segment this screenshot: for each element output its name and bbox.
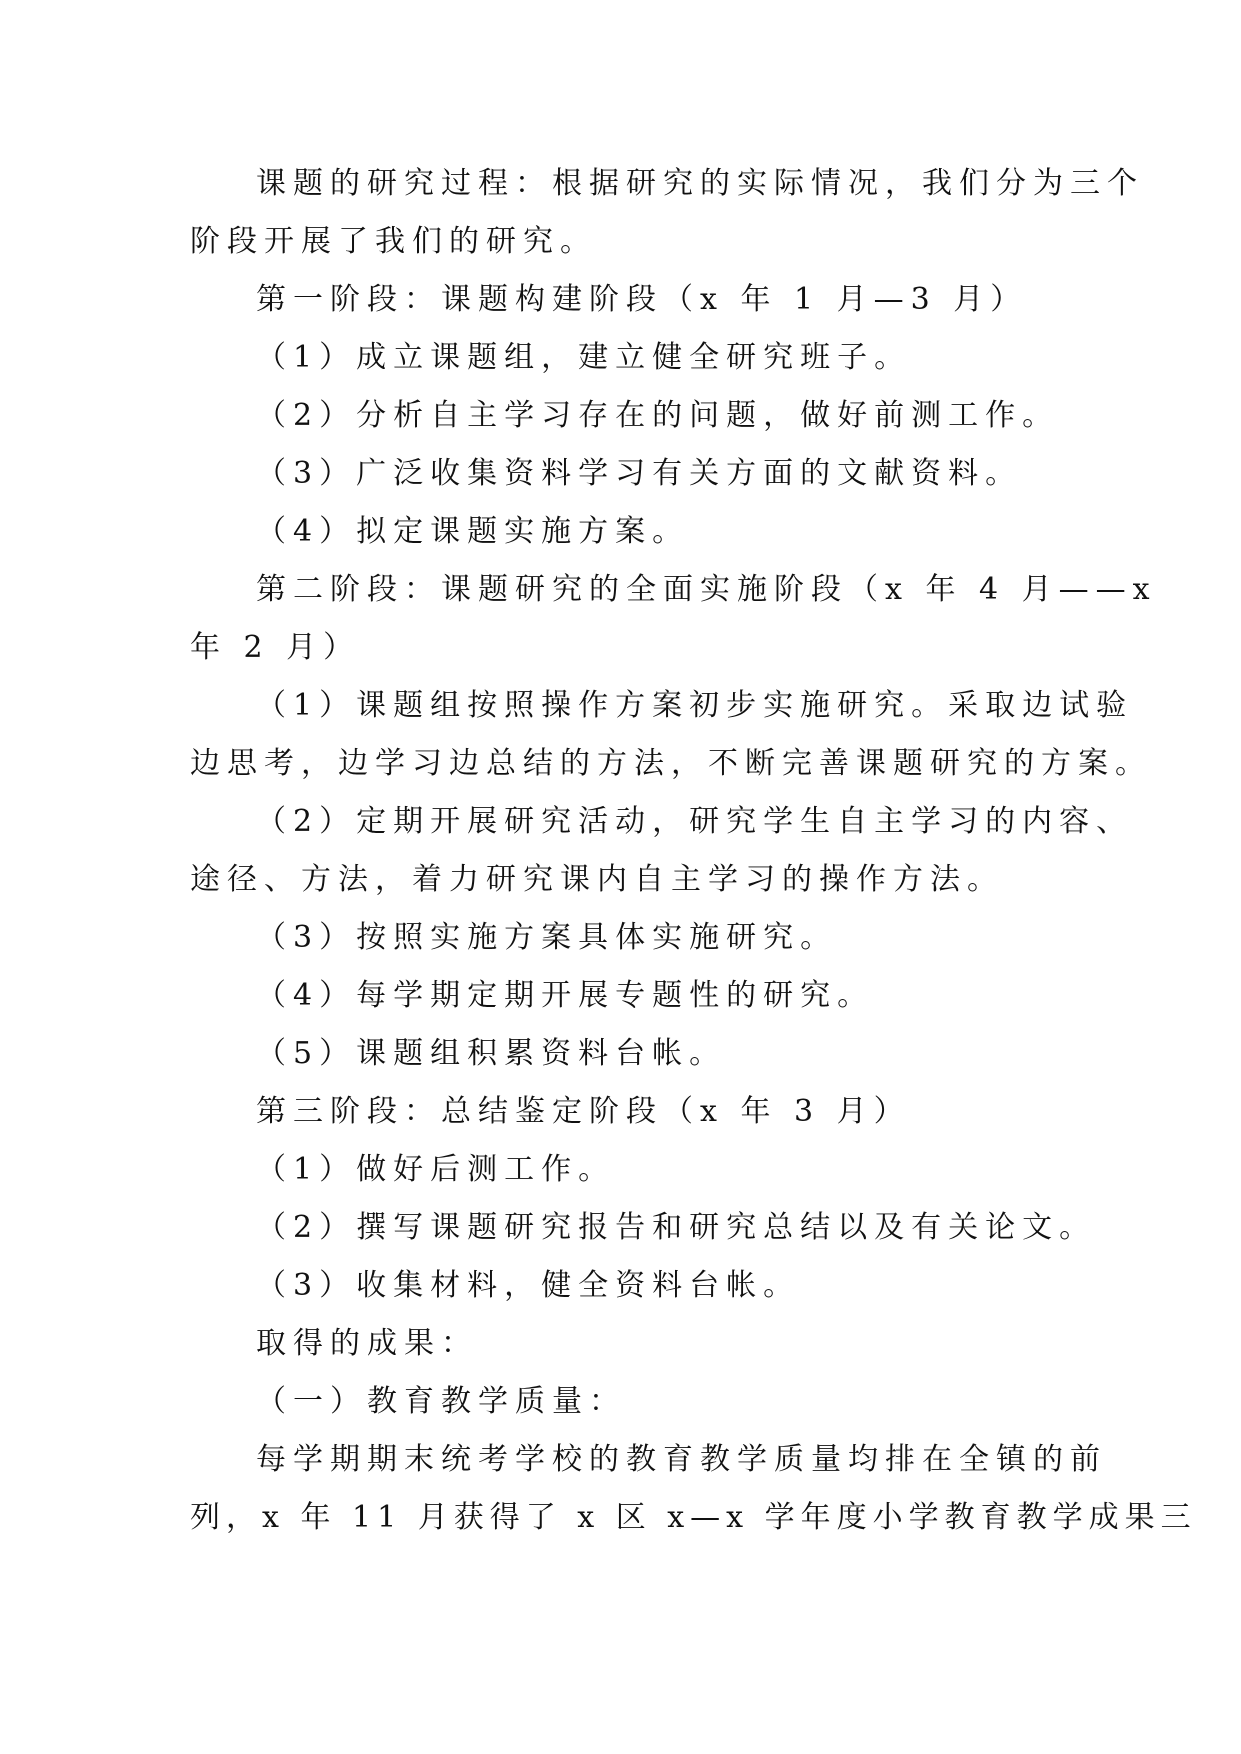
paragraph-line: 阶段开展了我们的研究。 — [190, 224, 597, 259]
paragraph-line: 每学期期末统考学校的教育教学质量均排在全镇的前 — [256, 1442, 1107, 1477]
list-item: 途径、方法，着力研究课内自主学习的操作方法。 — [190, 862, 1004, 897]
section-heading: 第三阶段：总结鉴定阶段（x 年 3 月） — [256, 1094, 911, 1129]
list-item: （2）撰写课题研究报告和研究总结以及有关论文。 — [256, 1210, 1097, 1245]
list-item: （3）按照实施方案具体实施研究。 — [256, 920, 838, 955]
paragraph-line: 列，x 年 11 月获得了 x 区 x—x 学年度小学教育教学成果三 — [190, 1500, 1197, 1535]
section-heading: 取得的成果： — [256, 1326, 478, 1361]
list-item: 边思考，边学习边总结的方法，不断完善课题研究的方案。 — [190, 746, 1152, 781]
list-item: （2）分析自主学习存在的问题，做好前测工作。 — [256, 398, 1060, 433]
list-item: （1）做好后测工作。 — [256, 1152, 616, 1187]
list-item: （4）拟定课题实施方案。 — [256, 514, 690, 549]
list-item: （2）定期开展研究活动，研究学生自主学习的内容、 — [256, 804, 1134, 839]
section-heading: 第一阶段：课题构建阶段（x 年 1 月—3 月） — [256, 282, 1028, 317]
paragraph-line: 课题的研究过程：根据研究的实际情况，我们分为三个 — [256, 166, 1144, 201]
subsection-heading: （一）教育教学质量： — [256, 1384, 626, 1419]
list-item: （1）课题组按照操作方案初步实施研究。采取边试验 — [256, 688, 1134, 723]
section-heading: 第二阶段：课题研究的全面实施阶段（x 年 4 月——x — [256, 572, 1157, 607]
list-item: （4）每学期定期开展专题性的研究。 — [256, 978, 875, 1013]
section-heading: 年 2 月） — [190, 630, 361, 665]
list-item: （1）成立课题组，建立健全研究班子。 — [256, 340, 912, 375]
list-item: （3）收集材料，健全资料台帐。 — [256, 1268, 801, 1303]
list-item: （3）广泛收集资料学习有关方面的文献资料。 — [256, 456, 1023, 491]
list-item: （5）课题组积累资料台帐。 — [256, 1036, 727, 1071]
